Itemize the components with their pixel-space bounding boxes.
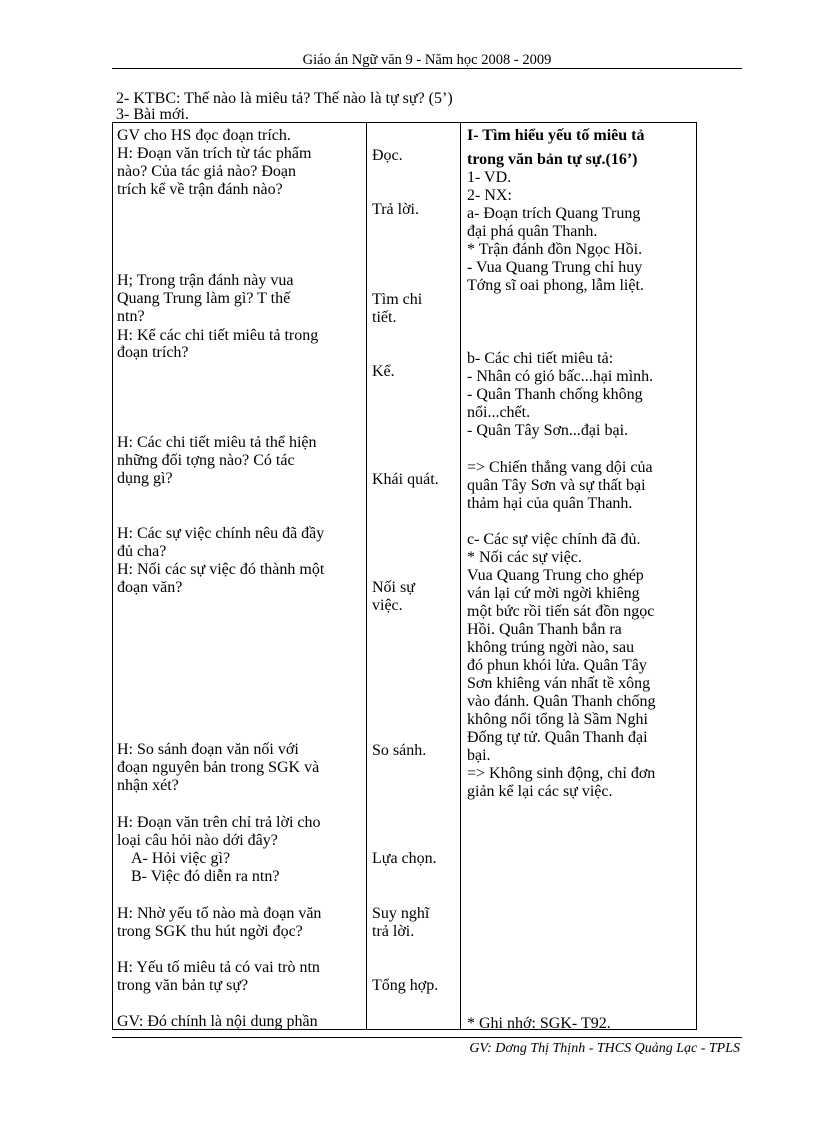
intro-line-bai-moi: 3- Bài mới.: [116, 106, 189, 123]
content-line: quân Tây Sơn và sự thất bại: [467, 477, 646, 494]
content-line: Vua Quang Trung cho ghép: [467, 567, 644, 584]
teacher-line: Quang Trung làm gì? T thế: [117, 290, 291, 307]
student-line: Tổng hợp.: [372, 977, 439, 994]
student-line: Tìm chi: [372, 291, 423, 308]
content-line: => Không sinh động, chỉ đơn: [467, 765, 656, 782]
teacher-line: H: Đoạn văn trên chỉ trả lời cho: [117, 814, 321, 831]
page-header: Giáo án Ngữ văn 9 - Năm học 2008 - 2009: [302, 52, 552, 68]
content-line: * Nối các sự việc.: [467, 549, 582, 566]
teacher-line: H: Đoạn văn trích từ tác phẩm: [117, 145, 312, 162]
header-rule: [112, 68, 742, 69]
teacher-line: trong SGK thu hút ngời đọc?: [117, 923, 303, 940]
content-line: thảm hại của quân Thanh.: [467, 495, 633, 512]
content-line: 1- VD.: [467, 169, 512, 186]
student-line: Lựa chọn.: [372, 850, 437, 867]
content-line: a- Đoạn trích Quang Trung: [467, 205, 641, 222]
teacher-line: đoạn trích?: [117, 344, 189, 361]
teacher-line: ntn?: [117, 308, 145, 325]
content-line: giản kể lại các sự việc.: [467, 783, 613, 800]
content-line: đại phá quân Thanh.: [467, 223, 598, 240]
teacher-line: nhận xét?: [117, 777, 179, 794]
teacher-line: H: So sánh đoạn văn nối với: [117, 741, 299, 758]
section-heading: I- Tìm hiểu yếu tố miêu tả: [467, 127, 645, 144]
teacher-line: H: Kể các chi tiết miêu tả trong: [117, 327, 319, 344]
student-line: Khái quát.: [372, 471, 439, 488]
teacher-line: A- Hỏi việc gì?: [131, 850, 231, 867]
content-line: c- Các sự việc chính đã đủ.: [467, 531, 641, 548]
content-line: => Chiến thắng vang dội của: [467, 459, 653, 476]
content-line: không trúng ngời nào, sau: [467, 639, 635, 656]
teacher-line: H: Yếu tố miêu tả có vai trò ntn: [117, 959, 320, 976]
intro-line-ktbc: 2- KTBC: Thế nào là miêu tả? Thế nào là tự sự? (5’): [116, 90, 453, 107]
teacher-line: H: Các chi tiết miêu tả thể hiện: [117, 434, 317, 451]
content-line: ván lại cứ mời ngời khiêng: [467, 585, 640, 602]
content-line: vào đánh. Quân Thanh chống: [467, 693, 656, 710]
lesson-table: [112, 122, 697, 1030]
teacher-line: H: Nhờ yếu tố nào mà đoạn văn: [117, 905, 322, 922]
column-divider-2: [460, 123, 461, 1029]
section-heading: trong văn bản tự sự.(16’): [467, 151, 638, 168]
teacher-line: H: Các sự việc chính nêu đã đầy: [117, 525, 325, 542]
content-line: - Quân Thanh chống không: [467, 386, 643, 403]
student-line: trả lời.: [372, 923, 415, 940]
ghi-nho-note: * Ghi nhớ: SGK- T92.: [467, 1015, 611, 1032]
teacher-line: loại câu hỏi nào dới đây?: [117, 832, 278, 849]
teacher-line: trích kể về trận đánh nào?: [117, 181, 283, 198]
footer-rule: [112, 1037, 742, 1038]
content-line: Đống tự tử. Quân Thanh đại: [467, 729, 648, 746]
content-line: * Trận đánh đồn Ngọc Hồi.: [467, 241, 643, 258]
content-line: - Nhân có gió bấc...hại mình.: [467, 368, 654, 385]
teacher-line: trong văn bản tự sự?: [117, 977, 249, 994]
teacher-line: GV: Đó chính là nội dung phần: [117, 1013, 318, 1030]
content-line: Hồi. Quân Thanh bắn ra: [467, 621, 622, 638]
teacher-line: đoạn văn?: [117, 579, 183, 596]
student-line: tiết.: [372, 309, 397, 326]
teacher-line: dụng gì?: [117, 470, 173, 487]
teacher-line: những đối tợng nào? Có tác: [117, 452, 295, 469]
student-line: Đọc.: [372, 147, 403, 164]
content-line: - Quân Tây Sơn...đại bại.: [467, 422, 629, 439]
content-line: đó phun khói lửa. Quân Tây: [467, 657, 647, 674]
column-divider-1: [366, 123, 367, 1029]
teacher-line: đủ cha?: [117, 543, 167, 560]
teacher-line: H: Nối các sự việc đó thành một: [117, 561, 325, 578]
content-line: 2- NX:: [467, 187, 512, 204]
teacher-line: đoạn nguyên bản trong SGK và: [117, 759, 320, 776]
student-line: So sánh.: [372, 742, 427, 759]
content-line: bại.: [467, 747, 491, 764]
student-line: Kể.: [372, 363, 395, 380]
content-line: Tớng sĩ oai phong, lẫm liệt.: [467, 277, 644, 294]
teacher-line: H; Trong trận đánh này vua: [117, 272, 294, 289]
student-line: Trả lời.: [372, 201, 419, 218]
content-line: - Vua Quang Trung chỉ huy: [467, 259, 643, 276]
content-line: Sơn khiêng ván nhất tề xông: [467, 675, 651, 692]
student-line: việc.: [372, 597, 403, 614]
student-line: Suy nghĩ: [372, 905, 430, 922]
teacher-line: GV cho HS đọc đoạn trích.: [117, 127, 291, 144]
teacher-line: B- Việc đó diễn ra ntn?: [131, 868, 280, 885]
content-line: b- Các chi tiết miêu tả:: [467, 350, 614, 367]
student-line: Nối sự: [372, 579, 415, 596]
content-line: nổi...chết.: [467, 404, 531, 421]
content-line: không nổi tổng là Sầm Nghi: [467, 711, 648, 728]
content-line: một bức rồi tiến sát đồn ngọc: [467, 603, 655, 620]
page-footer: GV: Dơng Thị Thịnh - THCS Quảng Lạc - TPLS: [469, 1041, 740, 1056]
teacher-line: nào? Của tác giả nào? Đoạn: [117, 163, 297, 180]
